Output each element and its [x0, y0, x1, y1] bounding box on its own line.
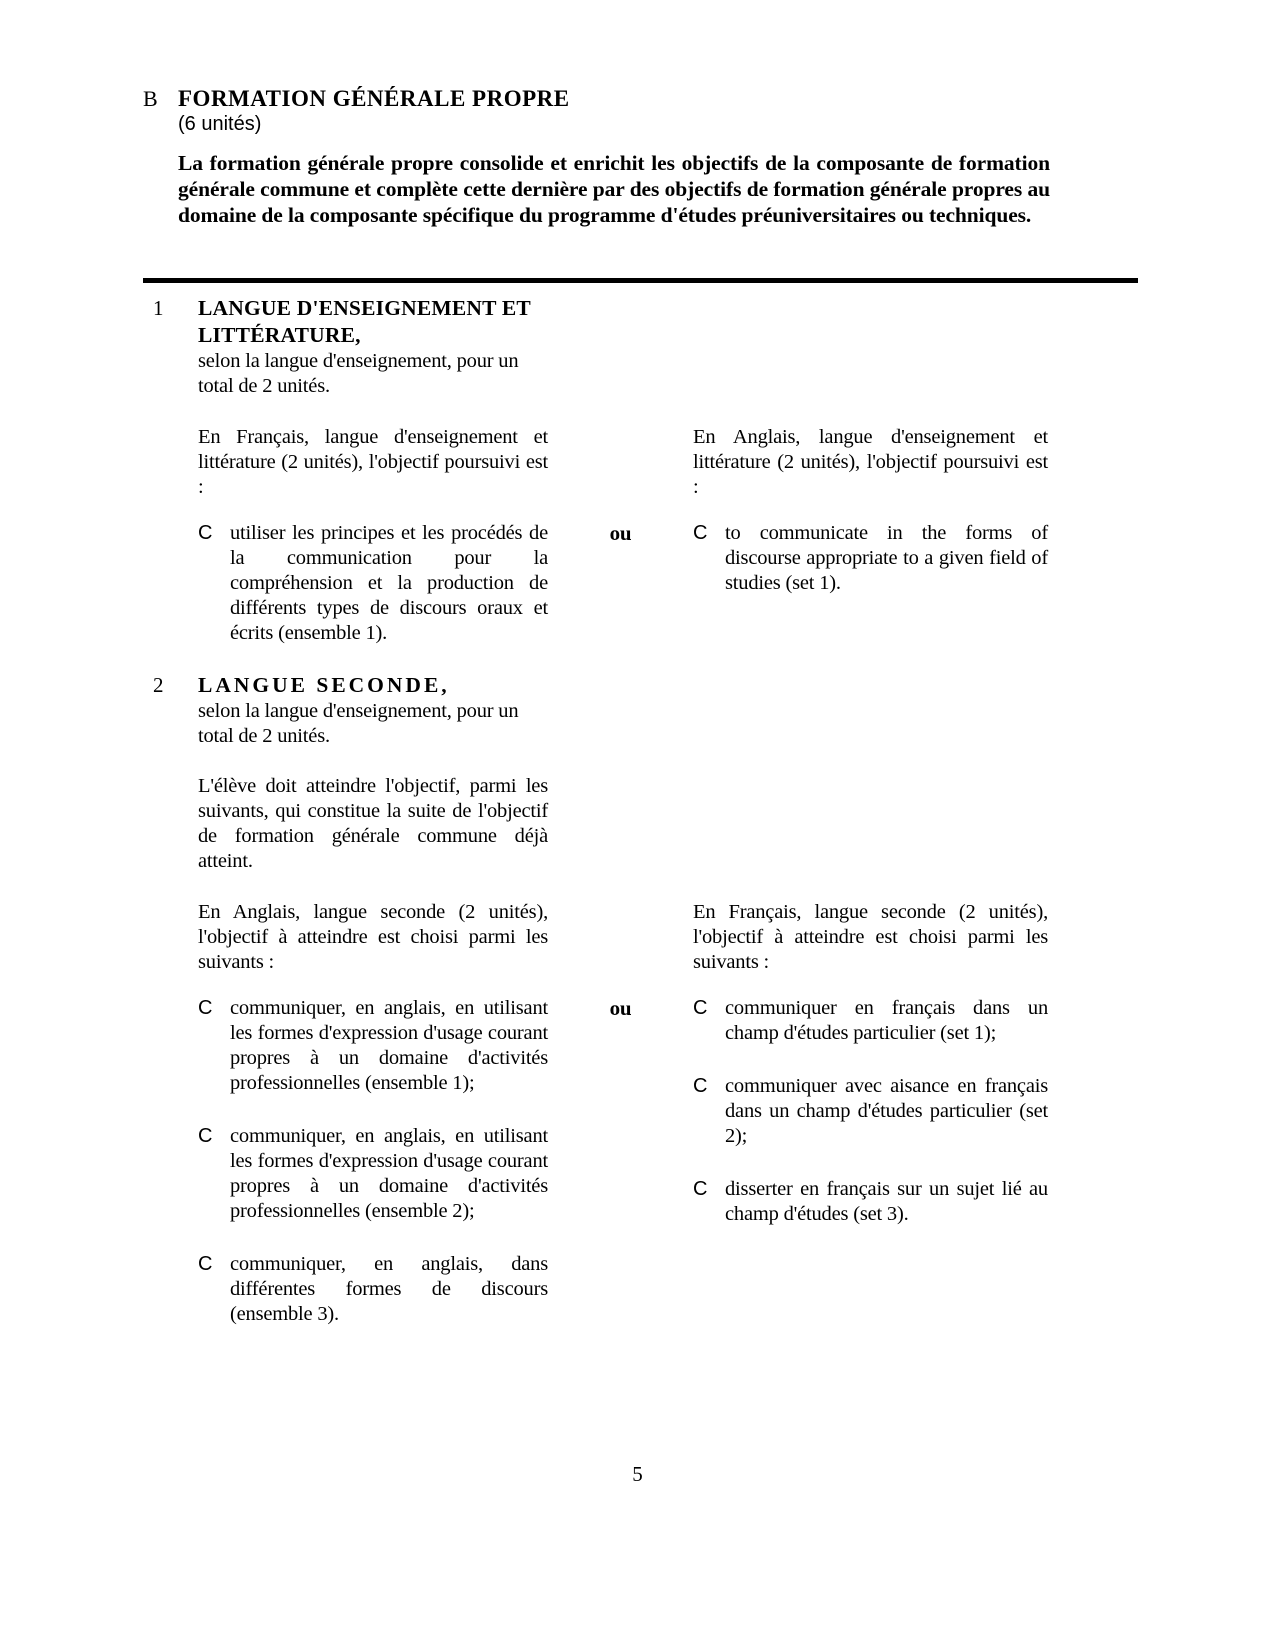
list-item: [198, 996, 548, 1096]
list-item: [693, 1074, 1048, 1149]
right-bullet-list: [693, 996, 1048, 1327]
section-number: 1: [153, 296, 164, 320]
bullet-icon: C: [198, 997, 213, 1019]
two-column-area: [198, 900, 1138, 1327]
bullet-text: communiquer, en anglais, en utilisant les formes d'expression d'usage courant propres à un domaine d'activités professionnelles (ensemble 2);: [230, 1125, 548, 1222]
section-2: [143, 672, 1138, 1327]
bullet-icon: C: [198, 1125, 213, 1147]
section-heading-note: selon la langue d'enseignement, pour un total de 2 unités.: [198, 350, 519, 397]
right-paragraph: En Anglais, langue d'enseignement et littérature (2 unités), l'objectif poursuivi est :: [693, 426, 1048, 498]
bullet-text: communiquer en français dans un champ d'études particulier (set 1);: [725, 997, 1048, 1044]
left-paragraph: En Français, langue d'enseignement et littérature (2 unités), l'objectif poursuivi est :: [198, 426, 548, 498]
page-title: FORMATION GÉNÉRALE PROPRE: [178, 86, 570, 111]
bullet-icon: C: [693, 997, 708, 1019]
bullet-text: utiliser les principes et les procédés de la communication pour la compréhension et la production de différents types de discours oraux et écrits (ensemble 1).: [230, 522, 548, 644]
section-divider: [143, 278, 1138, 283]
list-item: [693, 521, 1048, 596]
bullet-icon: C: [693, 1075, 708, 1097]
bullet-icon: C: [693, 1178, 708, 1200]
list-item: [693, 996, 1048, 1046]
left-bullet-list: [198, 521, 548, 646]
section-heading-note: selon la langue d'enseignement, pour un total de 2 unités.: [198, 700, 519, 747]
bullet-text: communiquer, en anglais, dans différentes formes de discours (ensemble 3).: [230, 1253, 548, 1325]
section-number: 2: [153, 673, 164, 697]
page-number: 5: [632, 1462, 643, 1486]
intro-paragraph: La formation générale propre consolide et enrichit les objectifs de la composante de formation générale commune et complète cette dernière par des objectifs de formation générale propres au domaine de la composante spécifique du programme d'études préuniversitaires ou techniques.: [178, 151, 1050, 227]
left-bullet-list: [198, 996, 548, 1327]
gutter-spacer: [548, 900, 693, 975]
or-label: ou: [609, 996, 632, 1020]
bullet-icon: C: [198, 522, 213, 544]
gutter-spacer: [548, 425, 693, 500]
page-content: [143, 86, 1138, 1327]
page-subtitle: (6 unités): [178, 113, 262, 135]
right-bullet-list: [693, 521, 1048, 646]
list-item: [198, 1124, 548, 1224]
section-heading: LANGUE D'ENSEIGNEMENT ET LITTÉRATURE,: [198, 296, 531, 347]
section-intro-paragraph: L'élève doit atteindre l'objectif, parmi les suivants, qui constitue la suite de l'objectif de formation générale commune déjà atteint.: [198, 775, 548, 872]
two-column-area: [198, 425, 1138, 646]
section-body: [198, 672, 1138, 1327]
bullet-text: communiquer avec aisance en français dans un champ d'études particulier (set 2);: [725, 1075, 1048, 1147]
list-item: [198, 1252, 548, 1327]
section-letter: B: [143, 86, 158, 111]
or-label: ou: [609, 521, 632, 545]
document-header: [143, 86, 1138, 136]
section-1: [143, 295, 1138, 646]
bullet-text: disserter en français sur un sujet lié au champ d'études (set 3).: [725, 1178, 1048, 1225]
title-block: [178, 86, 570, 136]
section-body: [198, 295, 1138, 646]
section-heading: LANGUE SECONDE,: [198, 673, 450, 697]
bullet-icon: C: [198, 1253, 213, 1275]
bullet-text: to communicate in the forms of discourse appropriate to a given field of studies (set 1).: [725, 522, 1048, 594]
left-paragraph: En Anglais, langue seconde (2 unités), l'objectif à atteindre est choisi parmi les suivants :: [198, 901, 548, 973]
right-paragraph: En Français, langue seconde (2 unités), l'objectif à atteindre est choisi parmi les suivants :: [693, 901, 1048, 973]
bullet-icon: C: [693, 522, 708, 544]
list-item: [198, 521, 548, 646]
bullet-text: communiquer, en anglais, en utilisant les formes d'expression d'usage courant propres à un domaine d'activités professionnelles (ensemble 1);: [230, 997, 548, 1094]
list-item: [693, 1177, 1048, 1227]
